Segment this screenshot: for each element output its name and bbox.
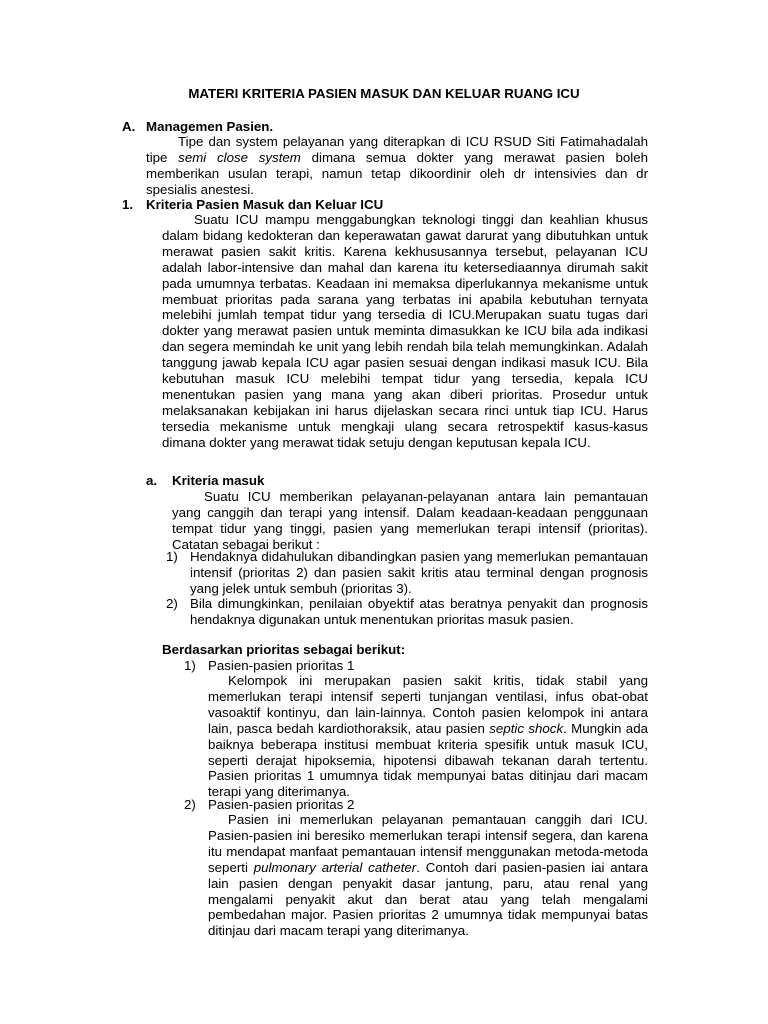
priority-2-paragraph [208,812,648,939]
priority-1-text-italic: septic shock [489,720,564,736]
priority-2-label: Pasien-pasien prioritas 2 [208,797,355,812]
section-a-marker: A. [122,119,136,134]
priority-1-label: Pasien-pasien prioritas 1 [208,658,355,673]
priority-1-text-1: Kelompok ini merupakan pasien sakit kritis, tidak stabil yang memerlukan terapi intensif seperti tunjangan ventilasi, infus obat-obat vasoaktif kontinyu, dan lain-lainnya. Contoh pasien kelompok ini antara lain, pasca bedah kardiothoraksik, atau pasien [208,673,648,736]
section-a-title: Managemen Pasien. [146,119,274,134]
section-1-title: Kriteria Pasien Masuk dan Keluar ICU [146,197,384,212]
section-a-paragraph [146,134,648,198]
list-item-number: 2) [166,596,178,611]
list-item-text: Hendaknya didahulukan dibandingkan pasien yang memerlukan pemantauan intensif (prioritas 2) dan pasien sakit kritis atau terminal dengan prognosis yang jelek untuk sembuh (prioritas 3). [190,549,648,596]
section-1-text: Suatu ICU mampu menggabungkan teknologi tinggi dan keahlian khusus dalam bidang kedokteran dan keperawatan gawat darurat yang dibutuhkan untuk merawat pasien sakit kritis. Karena kekhususannya tersebut, pelayanan ICU adalah labor-intensive dan mahal dan karena itu ketersediaannya dirumah sakit pada umumnya terbatas. Keadaan ini memaksa diperlukannya mekanisme untuk membuat prioritas pada sarana yang terbatas ini apabila kebutuhan ternyata melebihi jumlah tempat tidur yang tersedia di ICU.Merupakan suatu tugas dari dokter yang merawat pasien untuk meminta dimasukkan ke ICU bila ada indikasi dan segera memindah ke unit yang lebih rendah bila telah memungkinkan. Adalah tanggung jawab kepala ICU agar pasien sesuai dengan indikasi masuk ICU. Bila kebutuhan masuk ICU melebihi tempat tidur yang tersedia, kepala ICU menentukan pasien yang mana yang akan diberi prioritas. Prosedur untuk melaksanakan kebijakan ini harus dijelaskan secara rinci untuk tiap ICU. Harus tersedia mekanisme untuk mengkaji ulang secara retrospektif kasus-kasus dimana dokter yang merawat tidak setuju dengan keputusan kepala ICU. [162,212,648,450]
section-a-text-1: Tipe dan system pelayanan yang diterapkan di ICU RSUD Siti Fatimahadalah tipe [146,134,648,165]
subsection-a-heading [146,473,264,489]
priority-1-number: 1) [184,658,196,673]
subsection-a-paragraph [172,489,648,553]
priority-2-text-italic: pulmonary arterial catheter [253,859,417,875]
priorities-heading: Berdasarkan prioritas sebagai berikut: [162,642,406,657]
section-a-text-2: dimana semua dokter yang merawat pasien boleh memberikan usulan terapi, namun tetap dikoordinir oleh dr intensivies dan dr spesialis anestesi. [146,149,648,197]
priority-2-label-row [184,797,648,813]
list-item-text: Bila dimungkinkan, penilaian obyektif atas beratnya penyakit dan prognosis hendaknya digunakan untuk menentukan prioritas masuk pasien. [190,596,648,627]
priority-2-number: 2) [184,797,196,812]
section-1-paragraph [162,212,648,451]
list-item [166,549,648,597]
section-1-marker: 1. [122,197,134,212]
section-1-heading [122,197,383,213]
subsection-a-text: Suatu ICU memberikan pelayanan-pelayanan antara lain pemantauan yang canggih dan terapi yang intensif. Dalam keadaan-keadaan penggunaan tempat tidur yang tinggi, pasien yang memerlukan terapi intensif (prioritas). Catatan sebagai berikut : [172,489,648,552]
section-a-heading [122,119,273,135]
priority-1-paragraph [208,673,648,800]
priority-2-text-1: Pasien ini memerlukan pelayanan pemantauan canggih dari ICU. Pasien-pasien ini beresiko memerlukan terapi intensif segera, dan karena itu mendapat manfaat pemantauan intensif menggunakan metoda-metoda seperti [208,812,648,875]
list-item-number: 1) [166,549,178,564]
section-a-text-italic: semi close system [178,149,301,165]
document-title: MATERI KRITERIA PASIEN MASUK DAN KELUAR RUANG ICU [188,86,580,101]
priority-1-text-2: . Mungkin ada baiknya beberapa institusi membuat kriteria spesifik untuk masuk ICU, seperti derajat hipoksemia, hipotensi dibawah tekanan darah tertentu. Pasien prioritas 1 umumnya tidak mempunyai batas ditinjau dari macam terapi yang diterimanya. [208,720,648,800]
subsection-a-title: Kriteria masuk [172,473,265,488]
subsection-a-marker: a. [146,473,158,488]
priority-2-text-2: . Contoh dari pasien-pasien iai antara lain pasien dengan penyakit dasar jantung, paru, atau renal yang mengalami penyakit akut dan berat atau yang telah mengalami pembedahan major. Pasien prioritas 2 umumnya tidak mempunyai batas ditinjau dari macam terapi yang diterimanya. [208,859,649,939]
priority-1-label-row [184,658,648,674]
list-item [166,596,648,628]
